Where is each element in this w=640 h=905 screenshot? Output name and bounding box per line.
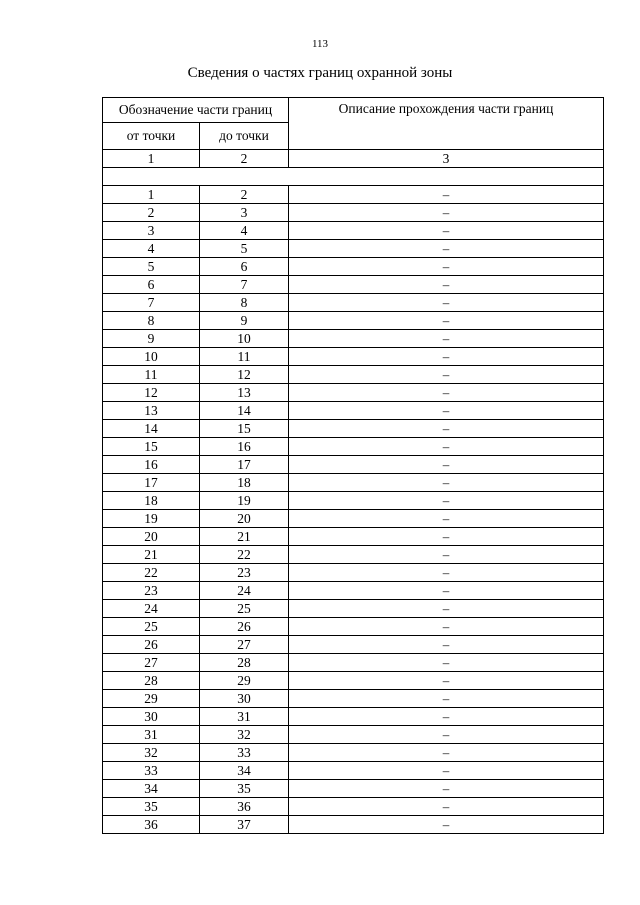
table-row	[103, 636, 604, 654]
from-point-cell: 12	[103, 384, 200, 402]
from-point-cell: 26	[103, 636, 200, 654]
from-point-cell: 36	[103, 816, 200, 834]
description-cell: –	[289, 312, 604, 330]
to-point-cell: 26	[200, 618, 289, 636]
from-point-cell: 10	[103, 348, 200, 366]
from-point-cell: 19	[103, 510, 200, 528]
from-point-cell: 14	[103, 420, 200, 438]
description-cell: –	[289, 618, 604, 636]
description-cell: –	[289, 744, 604, 762]
description-cell: –	[289, 492, 604, 510]
to-point-cell: 36	[200, 798, 289, 816]
description-cell: –	[289, 330, 604, 348]
description-cell: –	[289, 474, 604, 492]
from-point-cell: 11	[103, 366, 200, 384]
description-cell: –	[289, 654, 604, 672]
description-cell: –	[289, 402, 604, 420]
to-point-cell: 13	[200, 384, 289, 402]
table-row	[103, 762, 604, 780]
from-point-header: от точки	[103, 123, 200, 150]
to-point-cell: 21	[200, 528, 289, 546]
table-row	[103, 492, 604, 510]
from-point-cell: 5	[103, 258, 200, 276]
table-row	[103, 690, 604, 708]
description-cell: –	[289, 456, 604, 474]
table-row	[103, 510, 604, 528]
description-cell: –	[289, 366, 604, 384]
description-cell: –	[289, 348, 604, 366]
description-cell: –	[289, 294, 604, 312]
table-row	[103, 366, 604, 384]
to-point-cell: 5	[200, 240, 289, 258]
from-point-cell: 27	[103, 654, 200, 672]
from-point-cell: 23	[103, 582, 200, 600]
to-point-cell: 35	[200, 780, 289, 798]
to-point-cell: 4	[200, 222, 289, 240]
from-point-cell: 3	[103, 222, 200, 240]
table-row	[103, 618, 604, 636]
description-cell: –	[289, 762, 604, 780]
to-point-cell: 17	[200, 456, 289, 474]
to-point-cell: 20	[200, 510, 289, 528]
to-point-cell: 37	[200, 816, 289, 834]
description-cell: –	[289, 276, 604, 294]
table-row	[103, 204, 604, 222]
table-header-row	[103, 98, 604, 123]
table-row	[103, 582, 604, 600]
table-row	[103, 438, 604, 456]
description-cell: –	[289, 384, 604, 402]
from-point-cell: 8	[103, 312, 200, 330]
from-point-cell: 4	[103, 240, 200, 258]
to-point-cell: 3	[200, 204, 289, 222]
from-point-cell: 28	[103, 672, 200, 690]
table-row	[103, 330, 604, 348]
table-row	[103, 276, 604, 294]
to-point-cell: 27	[200, 636, 289, 654]
table-row	[103, 384, 604, 402]
description-cell: –	[289, 204, 604, 222]
to-point-cell: 33	[200, 744, 289, 762]
from-point-cell: 30	[103, 708, 200, 726]
description-cell: –	[289, 600, 604, 618]
column-number-3: 3	[289, 150, 604, 168]
description-cell: –	[289, 690, 604, 708]
description-cell: –	[289, 420, 604, 438]
to-point-cell: 23	[200, 564, 289, 582]
to-point-cell: 8	[200, 294, 289, 312]
to-point-cell: 11	[200, 348, 289, 366]
to-point-cell: 29	[200, 672, 289, 690]
description-cell: –	[289, 510, 604, 528]
empty-row	[103, 168, 604, 186]
to-point-cell: 12	[200, 366, 289, 384]
description-cell: –	[289, 528, 604, 546]
from-point-cell: 25	[103, 618, 200, 636]
to-point-cell: 32	[200, 726, 289, 744]
to-point-cell: 10	[200, 330, 289, 348]
from-point-cell: 29	[103, 690, 200, 708]
from-point-cell: 22	[103, 564, 200, 582]
table-row	[103, 348, 604, 366]
table-row	[103, 474, 604, 492]
from-point-cell: 32	[103, 744, 200, 762]
to-point-cell: 28	[200, 654, 289, 672]
table-body	[103, 98, 604, 834]
from-point-cell: 35	[103, 798, 200, 816]
table-row	[103, 312, 604, 330]
boundary-parts-table	[102, 97, 604, 834]
table-row	[103, 402, 604, 420]
to-point-cell: 18	[200, 474, 289, 492]
table-row	[103, 672, 604, 690]
description-cell: –	[289, 546, 604, 564]
from-point-cell: 33	[103, 762, 200, 780]
description-header: Описание прохождения части границ	[289, 98, 604, 150]
table-row	[103, 708, 604, 726]
to-point-cell: 16	[200, 438, 289, 456]
to-point-header: до точки	[200, 123, 289, 150]
description-cell: –	[289, 582, 604, 600]
description-cell: –	[289, 780, 604, 798]
page-number: 113	[311, 38, 329, 50]
to-point-cell: 22	[200, 546, 289, 564]
from-point-cell: 1	[103, 186, 200, 204]
column-number-2: 2	[200, 150, 289, 168]
table-row	[103, 240, 604, 258]
description-cell: –	[289, 186, 604, 204]
table-row	[103, 744, 604, 762]
description-cell: –	[289, 798, 604, 816]
description-cell: –	[289, 636, 604, 654]
table-row	[103, 294, 604, 312]
from-point-cell: 6	[103, 276, 200, 294]
description-cell: –	[289, 222, 604, 240]
table-row	[103, 564, 604, 582]
to-point-cell: 7	[200, 276, 289, 294]
from-point-cell: 13	[103, 402, 200, 420]
to-point-cell: 19	[200, 492, 289, 510]
table-row	[103, 186, 604, 204]
from-point-cell: 17	[103, 474, 200, 492]
to-point-cell: 34	[200, 762, 289, 780]
to-point-cell: 25	[200, 600, 289, 618]
part-designation-header: Обозначение части границ	[103, 98, 289, 123]
from-point-cell: 15	[103, 438, 200, 456]
to-point-cell: 6	[200, 258, 289, 276]
table-row	[103, 798, 604, 816]
description-cell: –	[289, 240, 604, 258]
from-point-cell: 9	[103, 330, 200, 348]
to-point-cell: 2	[200, 186, 289, 204]
to-point-cell: 15	[200, 420, 289, 438]
to-point-cell: 24	[200, 582, 289, 600]
table-row	[103, 816, 604, 834]
column-number-1: 1	[103, 150, 200, 168]
table-row	[103, 222, 604, 240]
description-cell: –	[289, 726, 604, 744]
to-point-cell: 30	[200, 690, 289, 708]
table-row	[103, 420, 604, 438]
document-title: Сведения о частях границ охранной зоны	[187, 65, 453, 81]
from-point-cell: 24	[103, 600, 200, 618]
table-row	[103, 456, 604, 474]
to-point-cell: 14	[200, 402, 289, 420]
empty-cell	[103, 168, 604, 186]
from-point-cell: 20	[103, 528, 200, 546]
from-point-cell: 18	[103, 492, 200, 510]
from-point-cell: 7	[103, 294, 200, 312]
description-cell: –	[289, 672, 604, 690]
from-point-cell: 16	[103, 456, 200, 474]
description-cell: –	[289, 258, 604, 276]
table-row	[103, 726, 604, 744]
from-point-cell: 2	[103, 204, 200, 222]
to-point-cell: 31	[200, 708, 289, 726]
from-point-cell: 34	[103, 780, 200, 798]
to-point-cell: 9	[200, 312, 289, 330]
from-point-cell: 21	[103, 546, 200, 564]
table-row	[103, 546, 604, 564]
description-cell: –	[289, 438, 604, 456]
from-point-cell: 31	[103, 726, 200, 744]
table-row	[103, 600, 604, 618]
table-row	[103, 780, 604, 798]
description-cell: –	[289, 564, 604, 582]
description-cell: –	[289, 816, 604, 834]
table-row	[103, 528, 604, 546]
table-row	[103, 654, 604, 672]
table-row	[103, 258, 604, 276]
description-cell: –	[289, 708, 604, 726]
column-number-row	[103, 150, 604, 168]
